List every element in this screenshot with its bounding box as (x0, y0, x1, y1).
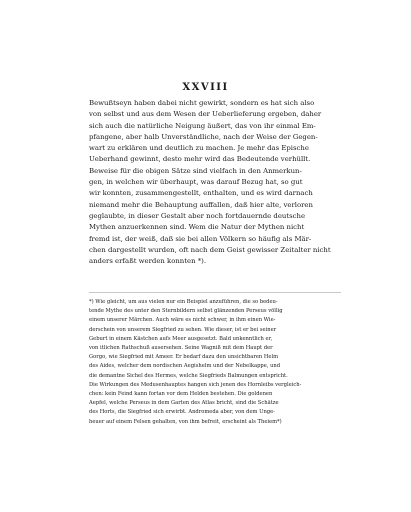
text-line: von selbst und aus dem Wesen der Ueberlieferung ergeben, daher (89, 110, 322, 119)
page-number: XXVIII (182, 82, 229, 93)
text-line: wart zu erklären und deutlich zu machen. Je mehr das Epische (89, 144, 309, 153)
text-line: gen, in welchen wir überhaupt, was darauf Bezug hat, so gut (89, 178, 303, 187)
text-line: niemand mehr die Behauptung auffallen, daß hier alte, verloren (89, 200, 313, 209)
footnote-line: heuer auf einem Felsen gehalten, von ihm befreit, erscheint als Theiem*) (89, 418, 282, 425)
footnote-line: des Aides, welcher dem nordischen Aegishelm und der Nebelkappe, und (89, 363, 281, 370)
text-line: pfangene, aber halb Unverständliche, nach der Weise der Gegen- (89, 132, 318, 141)
footnote-line: tende Mythe des unter den Sternbildern selbst glänzenden Perseus völlig (89, 308, 283, 315)
text-line: anders erfaßt werden konnten *). (89, 257, 207, 266)
footnote-line: die demantne Sichel des Hermes, welche Siegfrieds Balmungen entspricht. (89, 372, 288, 379)
footnote-line: Geburt in einem Kästchen aufs Meer ausgesetzt. Bald unkenntlich er, (89, 335, 273, 342)
footnote (89, 298, 341, 427)
footnote-line: von itlichen Rathschuß ausersehen. Seine Wagniß mit dem Haupt der (89, 345, 273, 352)
text-line: sich auch die natürliche Neigung äußert, das von ihr einmal Em- (89, 121, 316, 130)
footnote-line: Gorgo, wie Siegfried mit Ameer. Er bedarf dazu den unsichtbaren Helm (89, 354, 279, 361)
text-line: Beweise für die obigen Sätze sind vielfach in den Anmerkun- (89, 166, 302, 175)
text-line: Bewußtseyn haben dabei nicht gewirkt, sondern es hat sich also (89, 99, 315, 107)
text-line: fremd ist, der weiß, daß sie bei allen Völkern so häufig als Mär- (89, 234, 312, 243)
footnote-line: derschein von unserem Siegfried zu sehen. Wie dieser, ist er bei seiner (89, 326, 277, 333)
footnote-divider (89, 292, 341, 293)
text-line: geglaubte, in dieser Gestalt aber noch fortdauernde deutsche (89, 211, 306, 220)
footnote-line: *) Wie gleicht, um aus vielen nur ein Beispiel anzuführen, die so bedeu- (89, 299, 278, 305)
footnote-line: chen: kein Feind kann fortan vor dem Helden bestehen. Die goldenen (89, 391, 273, 398)
footnote-line: einem unserer Märchen. Auch wäre es nicht schwer, in ihm einen Wie- (89, 317, 276, 324)
footnote-line: Aepfel, welche Perseus in dem Garten des Atlas bricht, sind die Schätze (89, 400, 279, 407)
main-text (89, 98, 341, 267)
footnote-line: Die Wirkungen des Medusenhauptes hangen sich jenen des Hornleibs vergleich- (89, 381, 302, 388)
text-line: wir konnten, zusammengestellt, enthalten, und es wird darnach (89, 189, 313, 198)
text-line: Mythen anzuerkennen sind. Wem die Natur der Mythen nicht (89, 223, 305, 232)
footnote-line: des Horts, die Siegfried sich erwirbt. Andromeda aber, von dem Unge- (89, 409, 275, 416)
text-line: Ueberhand gewinnt, desto mehr wird das Bedeutende verhüllt. (89, 155, 311, 164)
text-line: chen dargestellt wurden, oft nach dem Geist gewisser Zeitalter nicht (89, 245, 331, 254)
